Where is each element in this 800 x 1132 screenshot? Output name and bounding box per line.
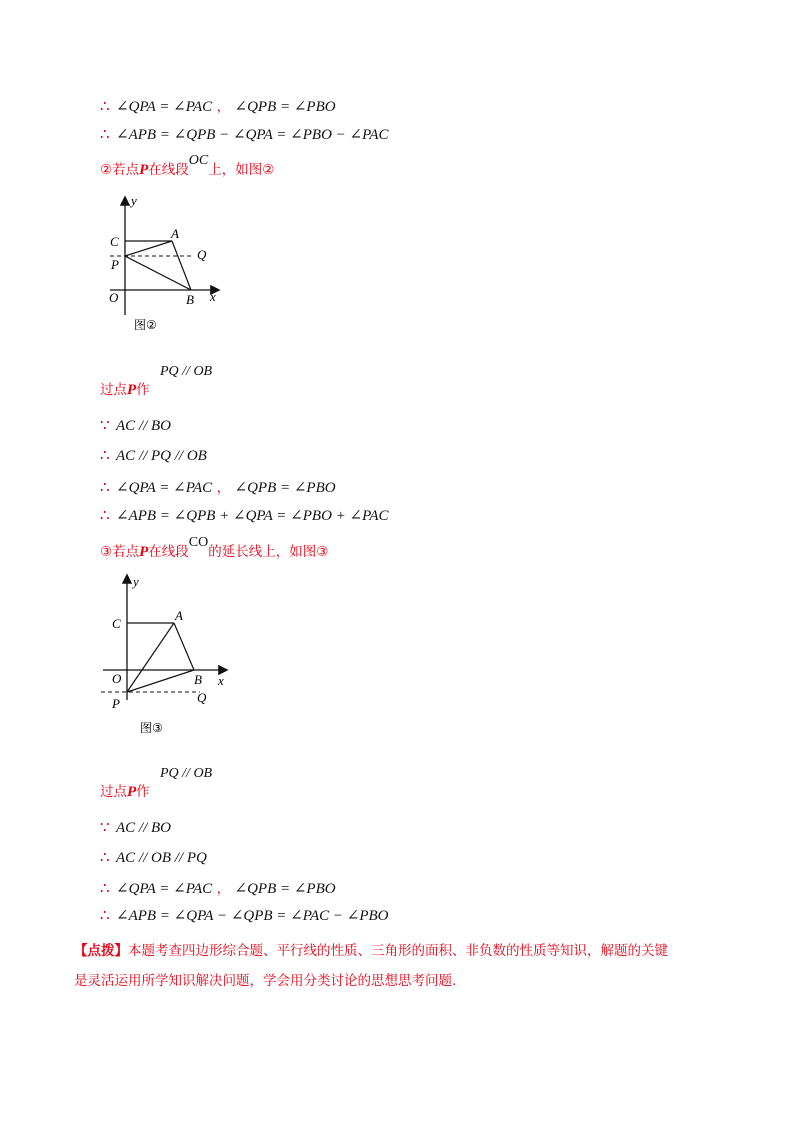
because-symbol: ∵ — [100, 416, 110, 434]
equation: ∠QPA = ∠PAC — [116, 480, 213, 496]
proof-line-9 — [100, 818, 171, 837]
separator: ， — [216, 99, 231, 115]
proof-line-1 — [100, 95, 336, 116]
tip-text: 本题考查四边形综合题、平行线的性质、三角形的面积、非负数的性质等知识，解题的关键 — [128, 943, 668, 959]
proof-line-6 — [100, 476, 336, 497]
proof-line-3 — [100, 378, 150, 399]
label-o: O — [109, 290, 119, 305]
label-x: x — [210, 289, 216, 304]
label-q: Q — [197, 690, 207, 705]
case-text: ②若点 — [100, 162, 140, 178]
therefore-symbol: ∴ — [100, 478, 110, 496]
label-p: P — [111, 257, 119, 272]
case-text: 上，如图② — [208, 162, 275, 178]
proof-line-4 — [100, 416, 171, 435]
label-q: Q — [197, 247, 207, 262]
label-o: O — [112, 671, 122, 686]
label-x: x — [218, 673, 224, 688]
label-y: y — [131, 193, 137, 208]
therefore-symbol: ∴ — [100, 125, 110, 143]
point-label: P — [127, 784, 137, 800]
therefore-symbol: ∴ — [100, 906, 110, 924]
equation: ∠APB = ∠QPB + ∠QPA = ∠PBO + ∠PAC — [116, 508, 389, 524]
label-p: P — [112, 696, 120, 711]
equation: AC // PQ // OB — [116, 448, 207, 464]
case-3-heading — [100, 535, 329, 561]
separator: ， — [216, 480, 231, 496]
segment-label: CO — [188, 535, 209, 550]
text: 作 — [136, 382, 150, 398]
text: 过点 — [100, 784, 127, 800]
tip-paragraph — [74, 936, 734, 996]
equation: ∠QPB = ∠PBO — [234, 99, 336, 115]
text: 过点 — [100, 382, 127, 398]
point-label: P — [127, 382, 137, 398]
therefore-symbol: ∴ — [100, 97, 110, 115]
point-label: P — [139, 544, 149, 560]
segment-ab — [172, 241, 191, 290]
proof-line-12 — [100, 906, 388, 925]
equation: ∠APB = ∠QPB − ∠QPA = ∠PBO − ∠PAC — [116, 127, 389, 143]
case-text: 的延长线上，如图③ — [208, 544, 329, 560]
therefore-symbol: ∴ — [100, 848, 110, 866]
segment-pb — [127, 670, 194, 692]
case-2-heading — [100, 153, 275, 179]
equation: AC // BO — [116, 418, 171, 434]
therefore-symbol: ∴ — [100, 879, 110, 897]
tip-tag: 【点拨】 — [74, 943, 128, 959]
label-b: B — [194, 672, 202, 687]
label-c: C — [112, 616, 121, 631]
parallel-notation: PQ // OB — [160, 766, 213, 781]
label-y: y — [133, 574, 139, 589]
equation: AC // BO — [116, 820, 171, 836]
separator: ， — [216, 881, 231, 897]
proof-line-5 — [100, 446, 207, 465]
label-a: A — [171, 226, 179, 241]
figure-caption: 图② — [134, 318, 157, 332]
point-label: P — [139, 162, 149, 178]
figure-3 — [98, 570, 238, 740]
therefore-symbol: ∴ — [100, 446, 110, 464]
label-a: A — [175, 608, 183, 623]
case-text: ③若点 — [100, 544, 140, 560]
equation: ∠APB = ∠QPA − ∠QPB = ∠PAC − ∠PBO — [116, 908, 389, 924]
parallel-notation: PQ // OB — [160, 364, 213, 379]
tip-line-1 — [74, 936, 734, 966]
proof-line-11 — [100, 877, 336, 898]
segment-ab — [174, 623, 194, 670]
therefore-symbol: ∴ — [100, 506, 110, 524]
label-c: C — [110, 234, 119, 249]
figure-2 — [100, 190, 230, 340]
tip-line-2: 是灵活运用所学知识解决问题，学会用分类讨论的思想思考问题. — [74, 973, 457, 989]
because-symbol: ∵ — [100, 818, 110, 836]
proof-line-10 — [100, 848, 207, 867]
proof-line-8 — [100, 780, 150, 801]
text: 作 — [136, 784, 150, 800]
segment-label: OC — [188, 153, 209, 168]
proof-line-2 — [100, 125, 388, 144]
label-b: B — [186, 292, 194, 307]
equation: ∠QPA = ∠PAC — [116, 99, 213, 115]
equation: AC // OB // PQ — [116, 850, 207, 866]
segment-pa — [125, 241, 172, 256]
proof-line-7 — [100, 506, 388, 525]
figure-caption: 图③ — [140, 721, 163, 735]
equation: ∠QPA = ∠PAC — [116, 881, 213, 897]
case-text: 在线段 — [148, 544, 189, 560]
case-text: 在线段 — [148, 162, 189, 178]
equation: ∠QPB = ∠PBO — [234, 480, 336, 496]
segment-pa — [127, 623, 174, 692]
equation: ∠QPB = ∠PBO — [234, 881, 336, 897]
segment-pb — [125, 256, 191, 290]
